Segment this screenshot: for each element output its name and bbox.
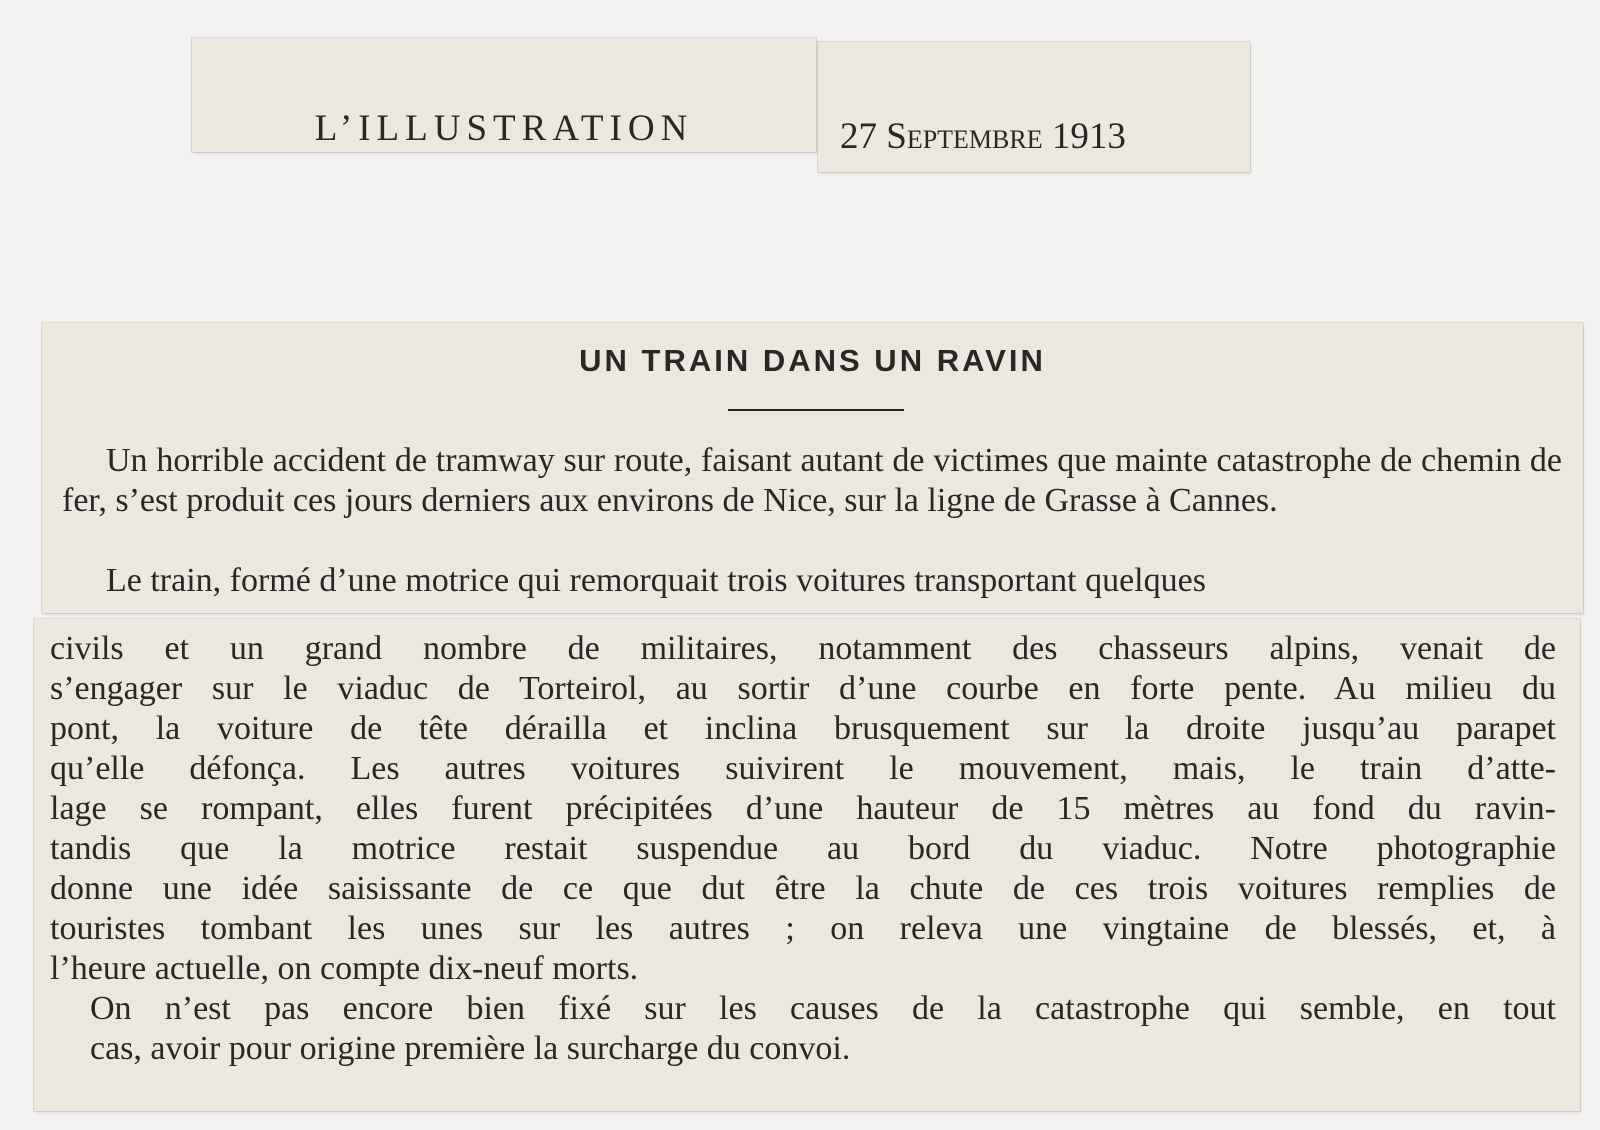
- paragraph-2-first-line: Le train, formé d’une motrice qui remorquait trois voitures transportant quelques: [106, 562, 1206, 599]
- text-line: On n’est pas encore bien fixé sur les causes de la catastrophe qui semble, en tout: [90, 990, 1556, 1027]
- text-line: donne une idée saisissante de ce que dut être la chute de ces trois voitures remplies de: [50, 870, 1556, 907]
- publication-date: [840, 118, 1126, 155]
- text-line: civils et un grand nombre de militaires, notamment des chasseurs alpins, venait de: [50, 630, 1556, 667]
- article-top-clipping: [42, 323, 1583, 613]
- text-line: lage se rompant, elles furent précipitées d’une hauteur de 15 mètres au fond du ravin-: [50, 790, 1556, 827]
- article-title: UN TRAIN DANS UN RAVIN: [579, 343, 1046, 378]
- text-line: s’engager sur le viaduc de Torteirol, au sortir d’une courbe en forte pente. Au milieu du: [50, 670, 1556, 707]
- date-year: 1913: [1051, 116, 1126, 157]
- text-line: tandis que la motrice restait suspendue au bord du viaduc. Notre photographie: [50, 830, 1556, 867]
- paragraph-1: Un horrible accident de tramway sur route, faisant autant de victimes que mainte catastrophe de chemin de fer, s’est produit ces jours derniers aux environs de Nice, sur la ligne de Grasse à Cannes.: [62, 442, 1562, 519]
- date-clipping: [818, 42, 1250, 172]
- publication-name: L’ILLUSTRATION: [314, 108, 694, 149]
- date-day: 27: [840, 116, 877, 157]
- text-line: l’heure actuelle, on compte dix-neuf morts.: [50, 950, 639, 987]
- title-rule: [728, 409, 904, 411]
- text-line: cas, avoir pour origine première la surcharge du convoi.: [90, 1030, 851, 1067]
- paragraph-3: [50, 989, 1556, 1069]
- text-line: touristes tombant les unes sur les autres ; on releva une vingtaine de blessés, et, à: [50, 910, 1556, 947]
- masthead-clipping: [192, 38, 816, 152]
- date-month: Septembre: [886, 116, 1043, 157]
- paragraph-2-continued: [50, 629, 1556, 989]
- text-line: qu’elle défonça. Les autres voitures suivirent le mouvement, mais, le train d’atte-: [50, 750, 1556, 787]
- text-line: pont, la voiture de tête dérailla et inclina brusquement sur la droite jusqu’au parapet: [50, 710, 1556, 747]
- article-bottom-clipping: [34, 619, 1580, 1111]
